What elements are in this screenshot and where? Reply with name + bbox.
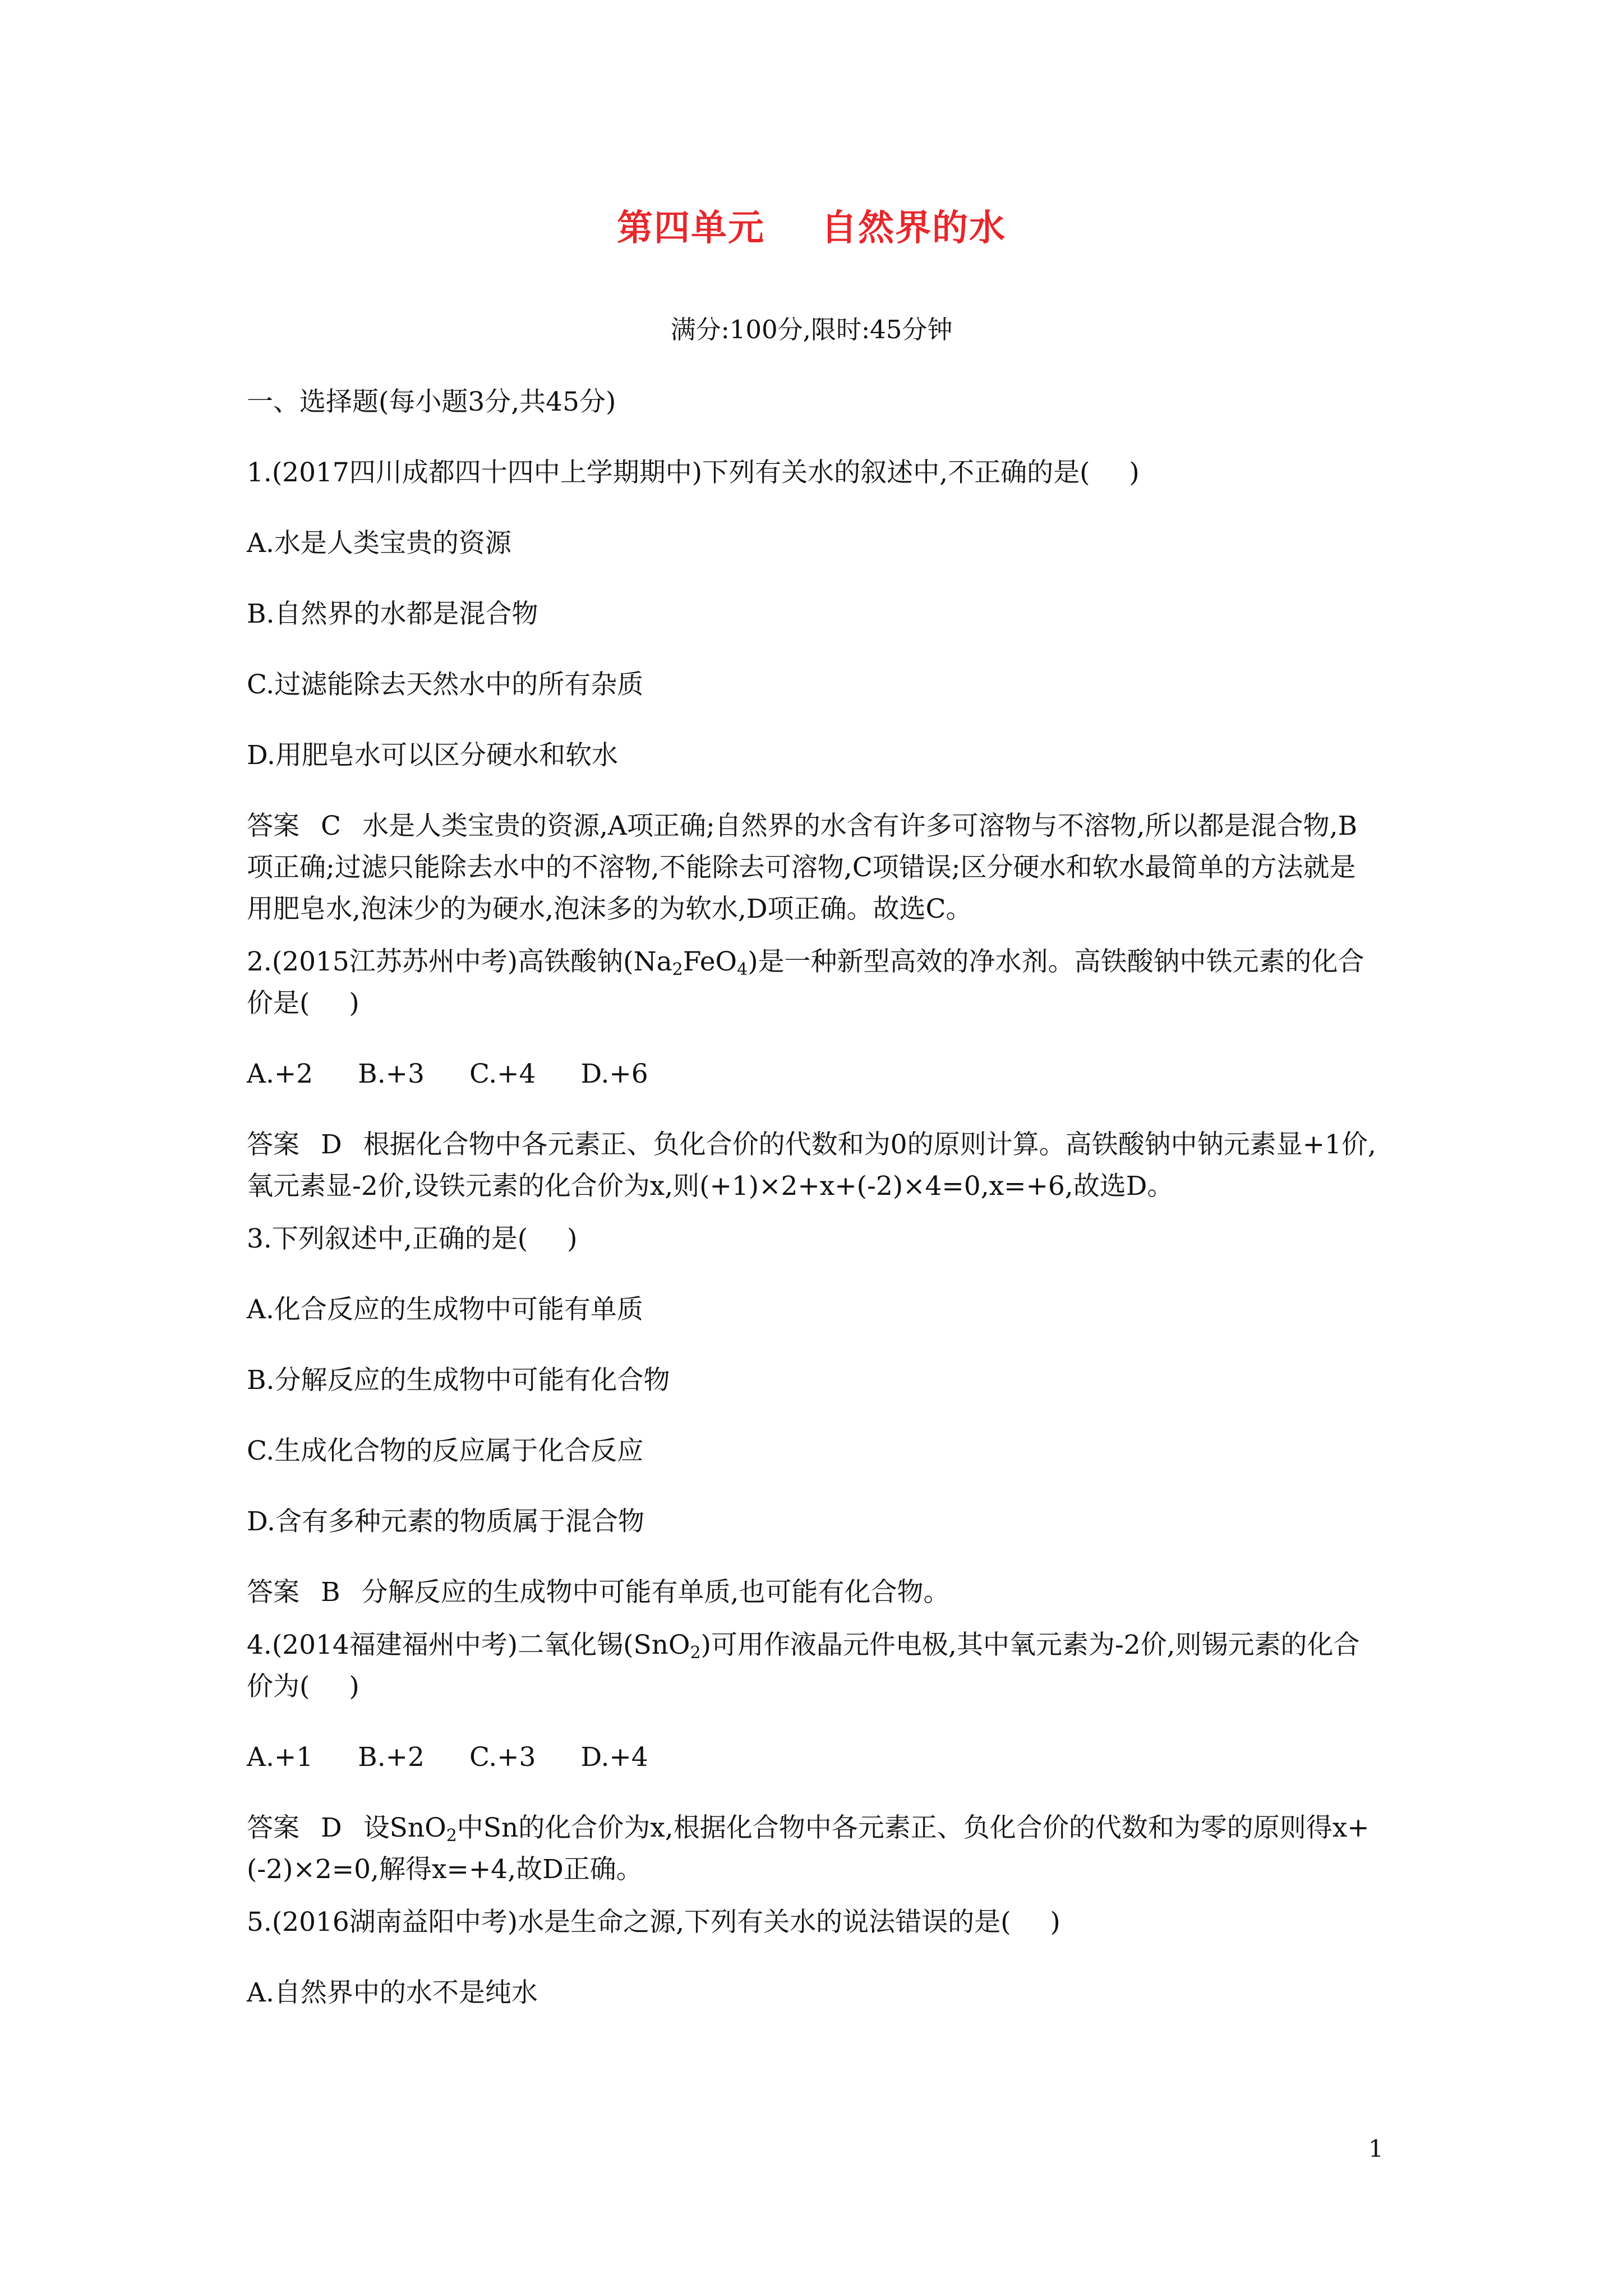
question-1-option-d: D.用肥皂水可以区分硬水和软水 [247,740,618,771]
question-2-options: A.+2 B.+3 C.+4 D.+6 [247,1059,648,1089]
question-3-answer: 答案 B 分解反应的生成物中可能有单质,也可能有化合物。 [247,1577,950,1608]
question-1-option-b: B.自然界的水都是混合物 [247,599,538,629]
question-1-option-c: C.过滤能除去天然水中的所有杂质 [247,669,644,700]
question-5-stem: 5.(2016湖南益阳中考)水是生命之源,下列有关水的说法错误的是( ) [247,1907,1061,1938]
question-4-stem: 4.(2014福建福州中考)二氧化锡(SnO$_2$)可用作液晶元件电极,其中氧元素为-2价,则锡元素的化合价为( ) [247,1630,1360,1702]
page-title [0,207,1623,249]
question-3-stem: 3.下列叙述中,正确的是( ) [247,1223,578,1254]
question-1-option-a: A.水是人类宝贵的资源 [247,528,511,559]
exam-info: 满分:100分,限时:45分钟 [670,315,953,344]
question-3-option-d: D.含有多种元素的物质属于混合物 [247,1506,644,1537]
question-3-option-b: B.分解反应的生成物中可能有化合物 [247,1365,670,1396]
question-1-answer: 答案 C 水是人类宝贵的资源,A项正确;自然界的水含有许多可溶物与不溶物,所以都是混合物,B项正确;过滤只能除去水中的不溶物,不能除去可溶物,C项错误;区分硬水和软水最简单的方法就是用肥皂水,泡沫少的为硬水,泡沫多的为软水,D项正确。故选C。 [247,811,1358,924]
exam-content [247,381,1380,2014]
question-4-options: A.+1 B.+2 C.+3 D.+4 [247,1742,648,1773]
question-3-option-c: C.生成化合物的反应属于化合反应 [247,1435,644,1466]
question-2-stem: 2.(2015江苏苏州中考)高铁酸钠$(Na_2FeO_4)$是一种新型高效的净水剂。高铁酸钠中铁元素的化合价是( ) [247,946,1364,1019]
title-unit: 第四单元 [617,207,765,249]
question-5-option-a: A.自然界中的水不是纯水 [247,1977,538,2008]
question-1-stem: 1.(2017四川成都四十四中上学期期中)下列有关水的叙述中,不正确的是( ) [247,457,1140,488]
section-heading: 一、选择题(每小题3分,共45分) [247,386,616,417]
question-4-answer: 答案 D 设SnO$_2$中Sn的化合价为x,根据化合物中各元素正、负化合价的代数和为零的原则得x+(-2)×2=0,解得x=+4,故D正确。 [247,1812,1370,1885]
question-2-answer: 答案 D 根据化合物中各元素正、负化合价的代数和为0的原则计算。高铁酸钠中钠元素显+1价,氧元素显-2价,设铁元素的化合价为x,则(+1)×2+x+(-2)×4=0,x=+6,故选D。 [247,1129,1376,1202]
question-3-option-a: A.化合反应的生成物中可能有单质 [247,1294,643,1325]
title-topic: 自然界的水 [821,207,1006,249]
page-number: 1 [1368,2135,1384,2162]
